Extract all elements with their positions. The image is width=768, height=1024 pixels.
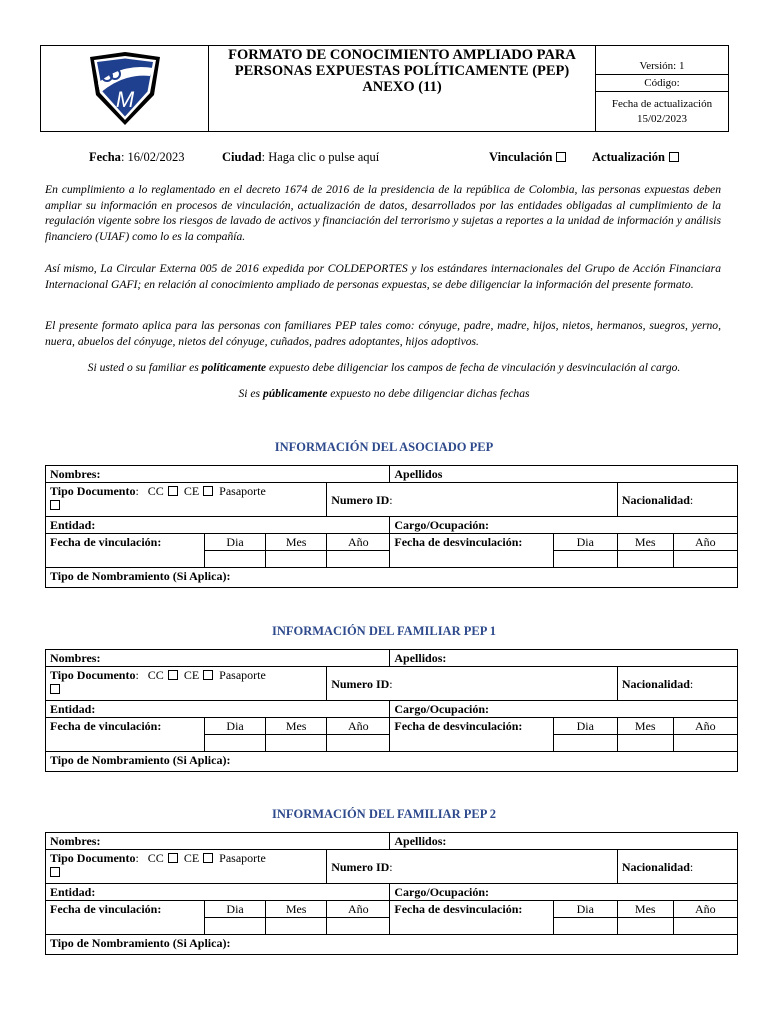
update-date-block bbox=[596, 92, 728, 131]
apellidos-field[interactable]: Apellidos: bbox=[390, 650, 738, 667]
note1-text-end: expuesto debe diligenciar los campos de fecha de vinculación y desvinculación al cargo. bbox=[266, 361, 681, 374]
desv-mes-input[interactable] bbox=[617, 551, 673, 568]
fecha-label: Fecha bbox=[89, 150, 121, 164]
vinc-anio-input[interactable] bbox=[327, 735, 390, 752]
ce-label: CE bbox=[183, 851, 200, 865]
fecha-desvinculacion-label: Fecha de desvinculación: bbox=[390, 534, 553, 568]
desv-anio-header: Año bbox=[673, 718, 737, 735]
ce-checkbox[interactable] bbox=[203, 670, 213, 680]
fecha-field bbox=[89, 150, 184, 165]
vinc-anio-header: Año bbox=[327, 534, 390, 551]
vinc-anio-header: Año bbox=[327, 901, 390, 918]
paragraph-scope: El presente formato aplica para las personas con familiares PEP tales como: cónyuge, padre, madre, hijos, nietos, hermanos, suegros, yerno, nuera, abuelos del cónyuge, nietos del cónyuge, cuñados, padres adoptantes, hijos adoptivos. bbox=[45, 319, 721, 348]
familiar-pep-2-table bbox=[45, 832, 738, 955]
fecha-vinculacion-label: Fecha de vinculación: bbox=[46, 901, 205, 935]
vinc-anio-header: Año bbox=[327, 718, 390, 735]
update-label: Fecha de actualización bbox=[611, 97, 713, 110]
desv-mes-header: Mes bbox=[617, 534, 673, 551]
fecha-vinculacion-label: Fecha de vinculación: bbox=[46, 534, 205, 568]
club-shield-logo bbox=[84, 49, 166, 129]
title-line-3: ANEXO (11) bbox=[362, 79, 442, 95]
cc-checkbox[interactable] bbox=[168, 670, 178, 680]
info-line bbox=[0, 150, 768, 166]
tipo-documento-label: Tipo Documento bbox=[50, 668, 136, 682]
entidad-field[interactable]: Entidad: bbox=[46, 517, 390, 534]
vinc-mes-input[interactable] bbox=[266, 551, 327, 568]
update-date: 15/02/2023 bbox=[636, 112, 688, 125]
vinc-dia-input[interactable] bbox=[205, 551, 266, 568]
tipo-nombramiento-field[interactable]: Tipo de Nombramiento (Si Aplica): bbox=[46, 752, 738, 772]
pasaporte-checkbox[interactable] bbox=[50, 500, 60, 510]
title-line-2: PERSONAS EXPUESTAS POLÍTICAMENTE (PEP) bbox=[234, 63, 570, 79]
nombres-field[interactable]: Nombres: bbox=[46, 466, 390, 483]
pasaporte-label: Pasaporte bbox=[219, 484, 266, 498]
vinc-mes-header: Mes bbox=[266, 534, 327, 551]
code-label: Código: bbox=[596, 75, 728, 92]
desv-anio-input[interactable] bbox=[673, 918, 737, 935]
tipo-documento-field: Tipo Documento: CC CE Pasaporte bbox=[46, 667, 327, 701]
section-title-familiar-1: INFORMACIÓN DEL FAMILIAR PEP 1 bbox=[271, 624, 497, 638]
desv-anio-input[interactable] bbox=[673, 735, 737, 752]
entidad-field[interactable]: Entidad: bbox=[46, 701, 390, 718]
numero-id-label: Numero ID bbox=[331, 859, 390, 874]
desv-anio-header: Año bbox=[673, 534, 737, 551]
pasaporte-checkbox[interactable] bbox=[50, 867, 60, 877]
desv-mes-header: Mes bbox=[617, 901, 673, 918]
numero-id-field[interactable]: Numero ID: bbox=[327, 483, 618, 517]
note2-bold: públicamente bbox=[262, 387, 328, 400]
cargo-field[interactable]: Cargo/Ocupación: bbox=[390, 701, 738, 718]
version-label: Versión: 1 bbox=[596, 46, 728, 75]
vinc-mes-input[interactable] bbox=[266, 918, 327, 935]
logo-cell bbox=[41, 46, 209, 131]
section-title-familiar-2: INFORMACIÓN DEL FAMILIAR PEP 2 bbox=[271, 807, 497, 821]
nacionalidad-label: Nacionalidad bbox=[621, 492, 690, 507]
fecha-desvinculacion-label: Fecha de desvinculación: bbox=[390, 901, 553, 935]
nacionalidad-field[interactable]: Nacionalidad: bbox=[617, 483, 737, 517]
nacionalidad-field[interactable]: Nacionalidad: bbox=[617, 850, 737, 884]
note-publicly-exposed bbox=[0, 387, 768, 400]
vinc-dia-header: Dia bbox=[205, 718, 266, 735]
tipo-documento-label: Tipo Documento bbox=[50, 851, 136, 865]
ciudad-field bbox=[222, 150, 379, 165]
tipo-documento-label: Tipo Documento bbox=[50, 484, 136, 498]
paragraph-circular: Así mismo, La Circular Externa 005 de 2016 expedida por COLDEPORTES y los estándares internacionales del Grupo de Acción Financiara Internacional GAFI; en relación al conocimiento ampliado de personas expuestas, se debe diligenciar la información del presente formato. bbox=[45, 262, 721, 291]
cc-checkbox[interactable] bbox=[168, 486, 178, 496]
desv-mes-header: Mes bbox=[617, 718, 673, 735]
nacionalidad-field[interactable]: Nacionalidad: bbox=[617, 667, 737, 701]
section-title-asociado: INFORMACIÓN DEL ASOCIADO PEP bbox=[274, 440, 494, 454]
numero-id-field[interactable]: Numero ID: bbox=[327, 667, 618, 701]
fecha-value[interactable]: : 16/02/2023 bbox=[120, 150, 185, 164]
title-line-1: FORMATO DE CONOCIMIENTO AMPLIADO PARA bbox=[228, 47, 576, 63]
nacionalidad-label: Nacionalidad bbox=[621, 676, 690, 691]
desv-dia-input[interactable] bbox=[553, 918, 617, 935]
vinculacion-label: Vinculación bbox=[489, 150, 553, 164]
desv-anio-input[interactable] bbox=[673, 551, 737, 568]
cargo-field[interactable]: Cargo/Ocupación: bbox=[390, 517, 738, 534]
nombres-field[interactable]: Nombres: bbox=[46, 833, 390, 850]
form-title bbox=[209, 46, 596, 131]
desv-dia-input[interactable] bbox=[553, 551, 617, 568]
vinc-dia-input[interactable] bbox=[205, 918, 266, 935]
vinc-dia-header: Dia bbox=[205, 534, 266, 551]
desv-dia-header: Dia bbox=[553, 534, 617, 551]
ce-checkbox[interactable] bbox=[203, 853, 213, 863]
vinculacion-option bbox=[489, 150, 566, 165]
actualizacion-label: Actualización bbox=[592, 150, 665, 164]
tipo-documento-field: Tipo Documento: CC CE Pasaporte bbox=[46, 483, 327, 517]
numero-id-field[interactable]: Numero ID: bbox=[327, 850, 618, 884]
paragraph-decree: En cumplimiento a lo reglamentado en el decreto 1674 de 2016 de la presidencia de la república de Colombia, las personas expuestas deben ampliar su información en procesos de vinculación, actualización de datos, desarrollados por las entidades obligadas al cumplimiento de la regulación vigente sobre los riesgos de lavado de activos y financiación del terrorismo y sujetas a reportes a la unidad de información y análisis financiero (UIAF) como lo es la compañía. bbox=[45, 183, 721, 243]
desv-mes-input[interactable] bbox=[617, 918, 673, 935]
desv-dia-input[interactable] bbox=[553, 735, 617, 752]
form-header bbox=[40, 45, 729, 132]
note-politically-exposed bbox=[0, 361, 768, 374]
desv-dia-header: Dia bbox=[553, 901, 617, 918]
pasaporte-label: Pasaporte bbox=[219, 668, 266, 682]
note1-text: Si usted o su familiar es bbox=[87, 361, 202, 374]
vinc-dia-input[interactable] bbox=[205, 735, 266, 752]
ce-checkbox[interactable] bbox=[203, 486, 213, 496]
vinc-mes-input[interactable] bbox=[266, 735, 327, 752]
fecha-vinculacion-label: Fecha de vinculación: bbox=[46, 718, 205, 752]
note2-text: Si es bbox=[238, 387, 263, 400]
nombres-field[interactable]: Nombres: bbox=[46, 650, 390, 667]
nacionalidad-label: Nacionalidad bbox=[621, 859, 690, 874]
familiar-pep-1-table bbox=[45, 649, 738, 772]
entidad-field[interactable]: Entidad: bbox=[46, 884, 390, 901]
desv-mes-input[interactable] bbox=[617, 735, 673, 752]
cc-label: CC bbox=[147, 668, 164, 682]
actualizacion-option bbox=[592, 150, 679, 165]
cargo-field[interactable]: Cargo/Ocupación: bbox=[390, 884, 738, 901]
actualizacion-checkbox[interactable] bbox=[669, 152, 679, 162]
ciudad-value[interactable]: : Haga clic o pulse aquí bbox=[261, 150, 380, 164]
cc-label: CC bbox=[147, 851, 164, 865]
tipo-nombramiento-field[interactable]: Tipo de Nombramiento (Si Aplica): bbox=[46, 935, 738, 955]
tipo-documento-field: Tipo Documento: CC CE Pasaporte bbox=[46, 850, 327, 884]
fecha-desvinculacion-label: Fecha de desvinculación: bbox=[390, 718, 553, 752]
cc-checkbox[interactable] bbox=[168, 853, 178, 863]
note2-text-end: expuesto no debe diligenciar dichas fechas bbox=[327, 387, 530, 400]
desv-dia-header: Dia bbox=[553, 718, 617, 735]
ce-label: CE bbox=[183, 484, 200, 498]
desv-anio-header: Año bbox=[673, 901, 737, 918]
numero-id-label: Numero ID bbox=[331, 676, 390, 691]
document-metadata bbox=[596, 46, 728, 131]
apellidos-field[interactable]: Apellidos: bbox=[390, 833, 738, 850]
vinc-dia-header: Dia bbox=[205, 901, 266, 918]
numero-id-label: Numero ID bbox=[331, 492, 390, 507]
tipo-nombramiento-field[interactable]: Tipo de Nombramiento (Si Aplica): bbox=[46, 568, 738, 588]
vinc-anio-input[interactable] bbox=[327, 551, 390, 568]
pasaporte-checkbox[interactable] bbox=[50, 684, 60, 694]
vinculacion-checkbox[interactable] bbox=[556, 152, 566, 162]
logo-letter: M bbox=[115, 86, 134, 112]
asociado-pep-table bbox=[45, 465, 738, 588]
ciudad-label: Ciudad bbox=[222, 150, 262, 164]
cc-label: CC bbox=[147, 484, 164, 498]
note1-bold: políticamente bbox=[201, 361, 267, 374]
vinc-anio-input[interactable] bbox=[327, 918, 390, 935]
apellidos-field[interactable]: Apellidos bbox=[390, 466, 738, 483]
pasaporte-label: Pasaporte bbox=[219, 851, 266, 865]
vinc-mes-header: Mes bbox=[266, 718, 327, 735]
vinc-mes-header: Mes bbox=[266, 901, 327, 918]
ce-label: CE bbox=[183, 668, 200, 682]
